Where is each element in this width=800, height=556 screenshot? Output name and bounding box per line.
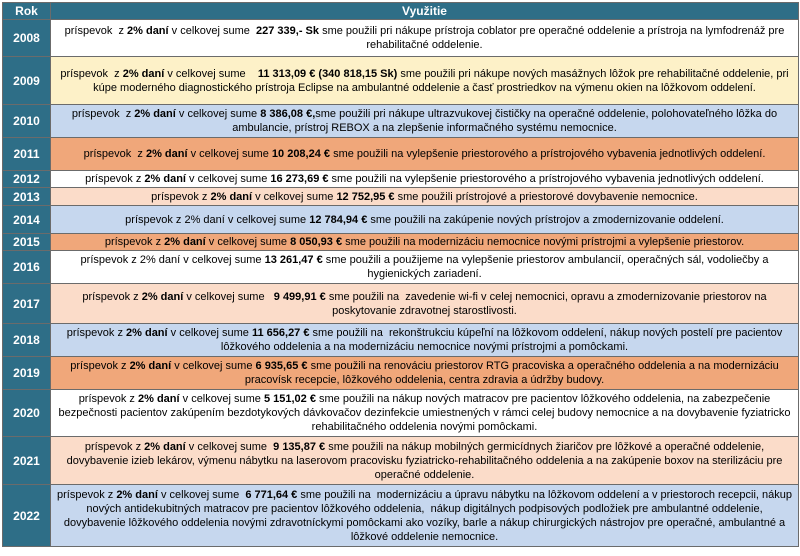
table-row — [3, 57, 799, 105]
usage-description: sme použili na nákup mobilných germicídnych žiaričov pre lôžkové a operačné oddelenie, dovybavenie izieb lekárov, výmenu nábytku na laserovom pracovisku fyziatricko-rehabilitačného oddelenia a na zakúpenie boxov na sterilizáciu pre operačné oddelenie. — [66, 440, 786, 481]
usage-amount: 9 499,91 € — [273, 290, 326, 303]
header-usage: Využitie — [51, 3, 799, 20]
usage-prefix: príspevok z — [70, 360, 130, 372]
row-year: 2008 — [3, 20, 51, 57]
donation-table-container — [2, 2, 798, 547]
usage-amount: 8 386,08 €, — [260, 108, 316, 120]
row-year: 2017 — [3, 284, 51, 324]
usage-prefix: príspevok z 2% daní v celkovej sume — [80, 254, 265, 266]
usage-amount: 16 273,69 € — [270, 173, 329, 185]
usage-description: sme použili prístrojové a priestorové dovybavenie nemocnice. — [394, 190, 698, 203]
usage-description: sme použili na vylepšenie priestorového a prístrojového vybavenia jednotlivých oddelení. — [328, 173, 764, 185]
usage-amount: 13 261,47 € — [264, 254, 323, 266]
table-row — [3, 251, 799, 284]
usage-amount: 12 752,95 € — [336, 190, 395, 203]
row-usage-text — [51, 390, 799, 437]
usage-middle: v celkovej sume — [168, 25, 257, 37]
usage-prefix: príspevok z — [82, 290, 142, 303]
usage-middle: v celkovej sume — [187, 148, 272, 160]
row-year: 2014 — [3, 206, 51, 234]
row-usage-text — [51, 485, 799, 547]
usage-percentage: 2% daní — [129, 360, 172, 372]
row-usage-text — [51, 171, 799, 188]
row-usage-text — [51, 105, 799, 138]
table-row — [3, 324, 799, 357]
row-year: 2016 — [3, 251, 51, 284]
usage-amount: 9 135,87 € — [273, 440, 326, 453]
usage-amount: 6 771,64 € — [245, 488, 298, 501]
row-year: 2021 — [3, 437, 51, 485]
usage-prefix: príspevok z — [57, 488, 117, 501]
table-row — [3, 234, 799, 251]
usage-amount: 6 935,65 € — [255, 360, 308, 372]
usage-prefix: príspevok z — [104, 236, 165, 248]
row-year: 2009 — [3, 57, 51, 105]
usage-middle: v celkovej sume — [157, 488, 246, 501]
row-usage-text — [51, 188, 799, 206]
usage-prefix: príspevok z 2% daní v celkovej sume — [125, 213, 310, 226]
row-usage-text — [51, 324, 799, 357]
usage-percentage: 2% daní — [134, 108, 176, 120]
row-usage-text — [51, 57, 799, 105]
usage-description: sme použili na rekonštrukciu kúpeľní na lôžkovom oddelení, nákup nových postelí pre pacientov lôžkového oddelenia a na modernizáciu nemocnice novými prístrojmi a pomôckami. — [220, 327, 786, 353]
usage-percentage: 2% daní — [141, 290, 184, 303]
table-row — [3, 485, 799, 547]
usage-prefix: príspevok z — [66, 327, 127, 339]
row-year: 2018 — [3, 324, 51, 357]
row-year: 2019 — [3, 357, 51, 390]
usage-middle: v celkovej sume — [183, 290, 274, 303]
usage-middle: v celkovej sume — [205, 236, 291, 248]
row-usage-text — [51, 251, 799, 284]
table-row — [3, 20, 799, 57]
usage-amount: 12 784,94 € — [309, 213, 368, 226]
table-body — [3, 20, 799, 547]
row-usage-text — [51, 206, 799, 234]
usage-percentage: 2% daní — [122, 67, 165, 80]
row-year: 2012 — [3, 171, 51, 188]
table-row — [3, 437, 799, 485]
table-row — [3, 206, 799, 234]
usage-description: sme použili a použijeme na vylepšenie priestorov ambulancií, operačných sál, vodoliečby a hygienických zariadení. — [322, 254, 772, 280]
usage-middle: v celkovej sume — [167, 327, 252, 339]
usage-amount: 11 313,09 € (340 818,15 Sk) — [257, 67, 398, 80]
usage-middle: v celkovej sume — [171, 360, 256, 372]
table-row — [3, 138, 799, 171]
row-year: 2011 — [3, 138, 51, 171]
row-usage-text — [51, 357, 799, 390]
table-row — [3, 284, 799, 324]
usage-percentage: 2% daní — [144, 440, 186, 453]
usage-percentage: 2% daní — [164, 236, 206, 248]
usage-prefix: príspevok z — [60, 67, 123, 80]
table-row — [3, 105, 799, 138]
usage-prefix: príspevok z — [84, 440, 145, 453]
row-usage-text — [51, 437, 799, 485]
usage-amount: 5 151,02 € — [263, 393, 316, 405]
table-row — [3, 390, 799, 437]
usage-prefix: príspevok z — [83, 148, 146, 160]
row-year: 2022 — [3, 485, 51, 547]
usage-percentage: 2% daní — [138, 393, 180, 405]
usage-description: sme použili na modernizáciu nemocnice novými prístrojmi a vylepšenie priestorov. — [342, 236, 745, 248]
table-row — [3, 171, 799, 188]
usage-amount: 8 050,93 € — [290, 236, 343, 248]
usage-percentage: 2% daní — [127, 25, 169, 37]
usage-description: sme použili pri nákupe ultrazvukovej čističky na operačné oddelenie, polohovateľného lôžka do ambulancie, prístroj REBOX a na zlepšenie informačného systému nemocnice. — [232, 108, 781, 134]
usage-percentage: 2% daní — [210, 190, 253, 203]
usage-prefix: príspevok z — [64, 25, 128, 37]
usage-percentage: 2% daní — [145, 148, 188, 160]
usage-description: sme použili na zakúpenie nových prístrojov a zmodernizovanie oddelení. — [367, 213, 724, 226]
usage-middle: v celkovej sume — [175, 108, 261, 120]
row-year: 2010 — [3, 105, 51, 138]
usage-description: sme použili pri nákupe prístroja coblator pre operačné oddelenie a prístroja na lymfodrenáž pre rehabilitačné oddelenie. — [319, 25, 788, 51]
usage-description: sme použili pri nákupe nových masážnych lôžok pre rehabilitačné oddelenie, pri kúpe moderného diagnostického prístroja Eclipse na ambulantné oddelenie a časť prostriedkov na výmenu okien na lôžkovom oddelení. — [93, 67, 792, 94]
row-usage-text — [51, 234, 799, 251]
usage-description: sme použili na vylepšenie priestorového a prístrojového vybavenia jednotlivých oddelení. — [330, 148, 766, 160]
usage-description: sme použili na zavedenie wi-fi v celej nemocnici, opravu a zmodernizovanie priestorov na poskytovanie zdravotnej starostlivosti. — [325, 290, 770, 317]
usage-middle: v celkovej sume — [164, 67, 258, 80]
donation-usage-table — [2, 2, 799, 547]
usage-amount: 227 339,- Sk — [256, 25, 320, 37]
usage-prefix: príspevok z — [78, 393, 138, 405]
usage-percentage: 2% daní — [116, 488, 158, 501]
usage-description: sme použili na modernizáciu a úpravu nábytku na lôžkovom oddelení a v priestoroch recepcii, nákup nových antidekubitných matracov pre pacientov lôžkového oddelenia, nákup digitálnych podpisových podložiek pre ambulantné oddelenie, dovybavenie lôžkového oddelenia novými zdravotníckymi pomôckami ako vozíky, barle a nákup chirurgických nástrojov pre operačné, ambulantné a lôžkové oddelenie nemocnice. — [63, 488, 796, 543]
usage-description: sme použili na renováciu priestorov RTG pracoviska a operačného oddelenia a na modernizáciu pracovísk recepcie, lôžkového oddelenia, centra zdravia a údržby budovy. — [244, 360, 782, 386]
row-usage-text — [51, 138, 799, 171]
usage-prefix: príspevok z — [71, 108, 135, 120]
table-row — [3, 357, 799, 390]
usage-percentage: 2% daní — [144, 173, 186, 185]
table-header-row — [3, 3, 799, 20]
row-usage-text — [51, 20, 799, 57]
usage-middle: v celkovej sume — [179, 393, 264, 405]
usage-percentage: 2% daní — [126, 327, 168, 339]
usage-description: sme použili na nákup nových matracov pre pacientov lôžkového oddelenia, na zabezpečenie bezpečnosti pacientov zakúpením bezdotykových dávkovačov dezinfekcie umiestnených v rámci celej budovy nemocnice a na dovybavenie fyziatricko rehabilitačného oddelenia novými pomôckami. — [58, 393, 794, 433]
usage-prefix: príspevok z — [85, 173, 145, 185]
header-year: Rok — [3, 3, 51, 20]
row-year: 2020 — [3, 390, 51, 437]
row-year: 2015 — [3, 234, 51, 251]
usage-amount: 10 208,24 € — [271, 148, 331, 160]
usage-middle: v celkovej sume — [252, 190, 337, 203]
row-year: 2013 — [3, 188, 51, 206]
usage-amount: 11 656,27 € — [251, 327, 310, 339]
table-row — [3, 188, 799, 206]
row-usage-text — [51, 284, 799, 324]
usage-middle: v celkovej sume — [186, 173, 271, 185]
usage-middle: v celkovej sume — [185, 440, 274, 453]
usage-prefix: príspevok z — [151, 190, 211, 203]
